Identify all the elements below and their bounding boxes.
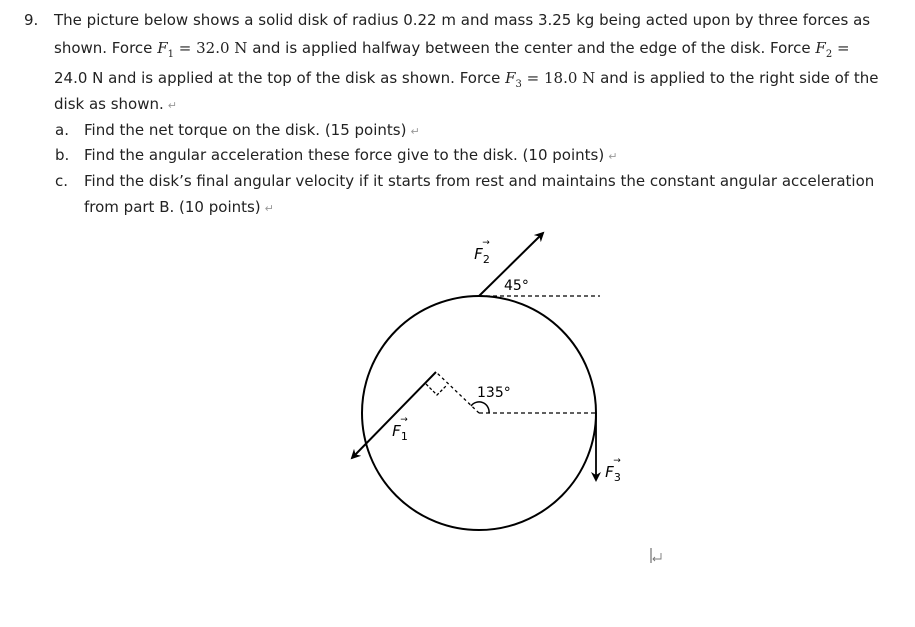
part-b-text: Find the angular acceleration these force give to the disk. (10 points) ↵	[84, 146, 618, 164]
part-a-text: Find the net torque on the disk. (15 points) ↵	[84, 121, 420, 139]
intro-line-2: shown. Force $F_1 = 32.0$ N and is applied halfway between the center and the edge of the disk. Force $F_2$ =	[54, 39, 850, 60]
label-f3: $F_3$	[605, 463, 621, 484]
intro-line-4: disk as shown. ↵	[54, 95, 177, 113]
radius-line-f1	[436, 372, 479, 413]
vec-f3: →	[613, 456, 621, 466]
vec-f1: →	[400, 415, 408, 425]
right-angle-marker	[426, 384, 447, 395]
part-c-text: Find the disk’s final angular velocity if it starts from rest and maintains the constant angular acceleration	[84, 172, 875, 190]
part-c-label: c.	[55, 172, 69, 190]
part-c-text-2: from part B. (10 points) ↵	[84, 198, 274, 216]
label-f1: $F_1$	[392, 422, 408, 443]
force-f3-symbol: $F_3$	[505, 69, 522, 90]
label-angle-135: 135°	[477, 385, 511, 401]
intro-line-1: The picture below shows a solid disk of radius 0.22 m and mass 3.25 kg being acted upon by three forces as	[54, 11, 871, 29]
label-angle-45: 45°	[504, 278, 529, 294]
part-b-label: b.	[55, 146, 70, 164]
return-mark-glyph	[653, 553, 661, 561]
force-f1-symbol: $F_1$	[157, 39, 174, 60]
problem-number: 9.	[24, 11, 39, 29]
part-a-label: a.	[55, 121, 69, 139]
force-f2-symbol: $F_2$	[815, 39, 833, 60]
vec-f2: →	[482, 238, 490, 248]
label-f2: $F_2$	[474, 245, 490, 266]
intro-line-3: 24.0 N and is applied at the top of the disk as shown. Force $F_3 = 18.0$ N and is applied to the right side of the	[54, 69, 879, 90]
